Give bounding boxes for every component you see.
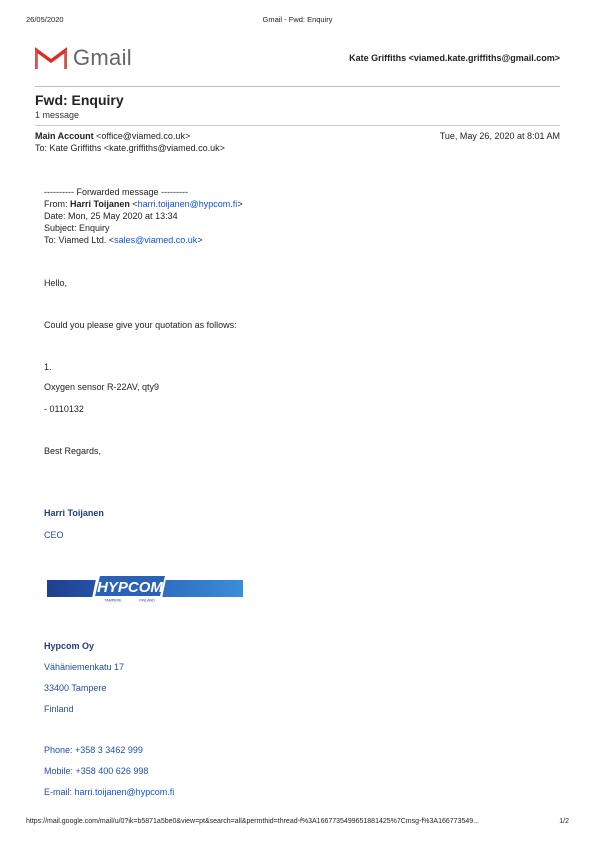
body-greeting: Hello, bbox=[44, 278, 68, 288]
forward-from-email-link[interactable]: harri.toijanen@hypcom.fi bbox=[137, 199, 238, 209]
header-divider bbox=[35, 86, 560, 87]
signature-title: CEO bbox=[44, 530, 64, 540]
signature-email bbox=[44, 787, 174, 797]
signature-email-link[interactable]: harri.toijanen@hypcom.fi bbox=[74, 787, 175, 797]
sender-name: Main Account bbox=[35, 131, 94, 141]
forward-to-email-link[interactable]: sales@viamed.co.uk bbox=[114, 235, 198, 245]
message-recipient: To: Kate Griffiths <kate.griffiths@viamed.co.uk> bbox=[35, 143, 225, 153]
forward-from-bracket-close: > bbox=[237, 199, 243, 209]
gmail-wordmark: Gmail bbox=[73, 45, 132, 70]
body-item: Oxygen sensor R-22AV, qty9 bbox=[44, 382, 160, 392]
forward-to bbox=[44, 234, 203, 246]
message-count: 1 message bbox=[35, 110, 80, 120]
hypcom-logo-country: FINLAND bbox=[139, 598, 155, 603]
signature-city: 33400 Tampere bbox=[44, 683, 107, 693]
hypcom-logo-city: TAMPERE bbox=[104, 598, 122, 603]
message-divider bbox=[35, 125, 560, 126]
forward-to-prefix: To: Viamed Ltd. < bbox=[44, 235, 115, 245]
hypcom-logo-banner bbox=[47, 574, 243, 603]
forward-from-name: Harri Toijanen bbox=[70, 199, 130, 209]
gmail-logo bbox=[35, 45, 132, 71]
body-closing: Best Regards, bbox=[44, 446, 102, 456]
forward-date: Date: Mon, 25 May 2020 at 13:34 bbox=[44, 211, 178, 221]
body-code: - 0110132 bbox=[44, 404, 84, 414]
signature-phone: Phone: +358 3 3462 999 bbox=[44, 745, 143, 755]
print-title: Gmail - Fwd: Enquiry bbox=[262, 15, 333, 24]
body-item-number: 1. bbox=[44, 362, 52, 372]
body-request: Could you please give your quotation as follows: bbox=[44, 320, 237, 330]
signature-name: Harri Toijanen bbox=[44, 508, 104, 518]
forward-subject: Subject: Enquiry bbox=[44, 223, 110, 233]
signature-company: Hypcom Oy bbox=[44, 641, 95, 651]
hypcom-logo-text: HYPCOM bbox=[97, 579, 163, 596]
signature-mobile: Mobile: +358 400 626 998 bbox=[44, 766, 149, 776]
signature-country: Finland bbox=[44, 704, 74, 714]
print-url: https://mail.google.com/mail/u/0?ik=b5871a5be0&view=pt&search=all&permthid=thread-f%3A1667735499651881425%7Cmsg-f%3A166773549... bbox=[26, 818, 479, 825]
signature-street: Vähäniemenkatu 17 bbox=[44, 662, 125, 672]
forward-from bbox=[44, 198, 243, 210]
gmail-m-icon bbox=[35, 46, 67, 70]
signature-email-label: E-mail: bbox=[44, 787, 75, 797]
print-date: 26/05/2020 bbox=[26, 15, 64, 24]
print-header bbox=[26, 15, 569, 27]
forward-to-suffix: > bbox=[197, 235, 203, 245]
message-sender bbox=[35, 131, 190, 141]
print-page-number: 1/2 bbox=[559, 818, 569, 825]
account-label: Kate Griffiths <viamed.kate.griffiths@gmail.com> bbox=[349, 53, 560, 63]
message-timestamp: Tue, May 26, 2020 at 8:01 AM bbox=[439, 131, 560, 141]
forward-separator: ---------- Forwarded message --------- bbox=[44, 187, 188, 197]
forward-from-bracket-open: < bbox=[129, 199, 138, 209]
thread-subject: Fwd: Enquiry bbox=[35, 92, 124, 108]
sender-email: <office@viamed.co.uk> bbox=[93, 131, 191, 141]
forward-from-label: From: bbox=[44, 199, 70, 209]
